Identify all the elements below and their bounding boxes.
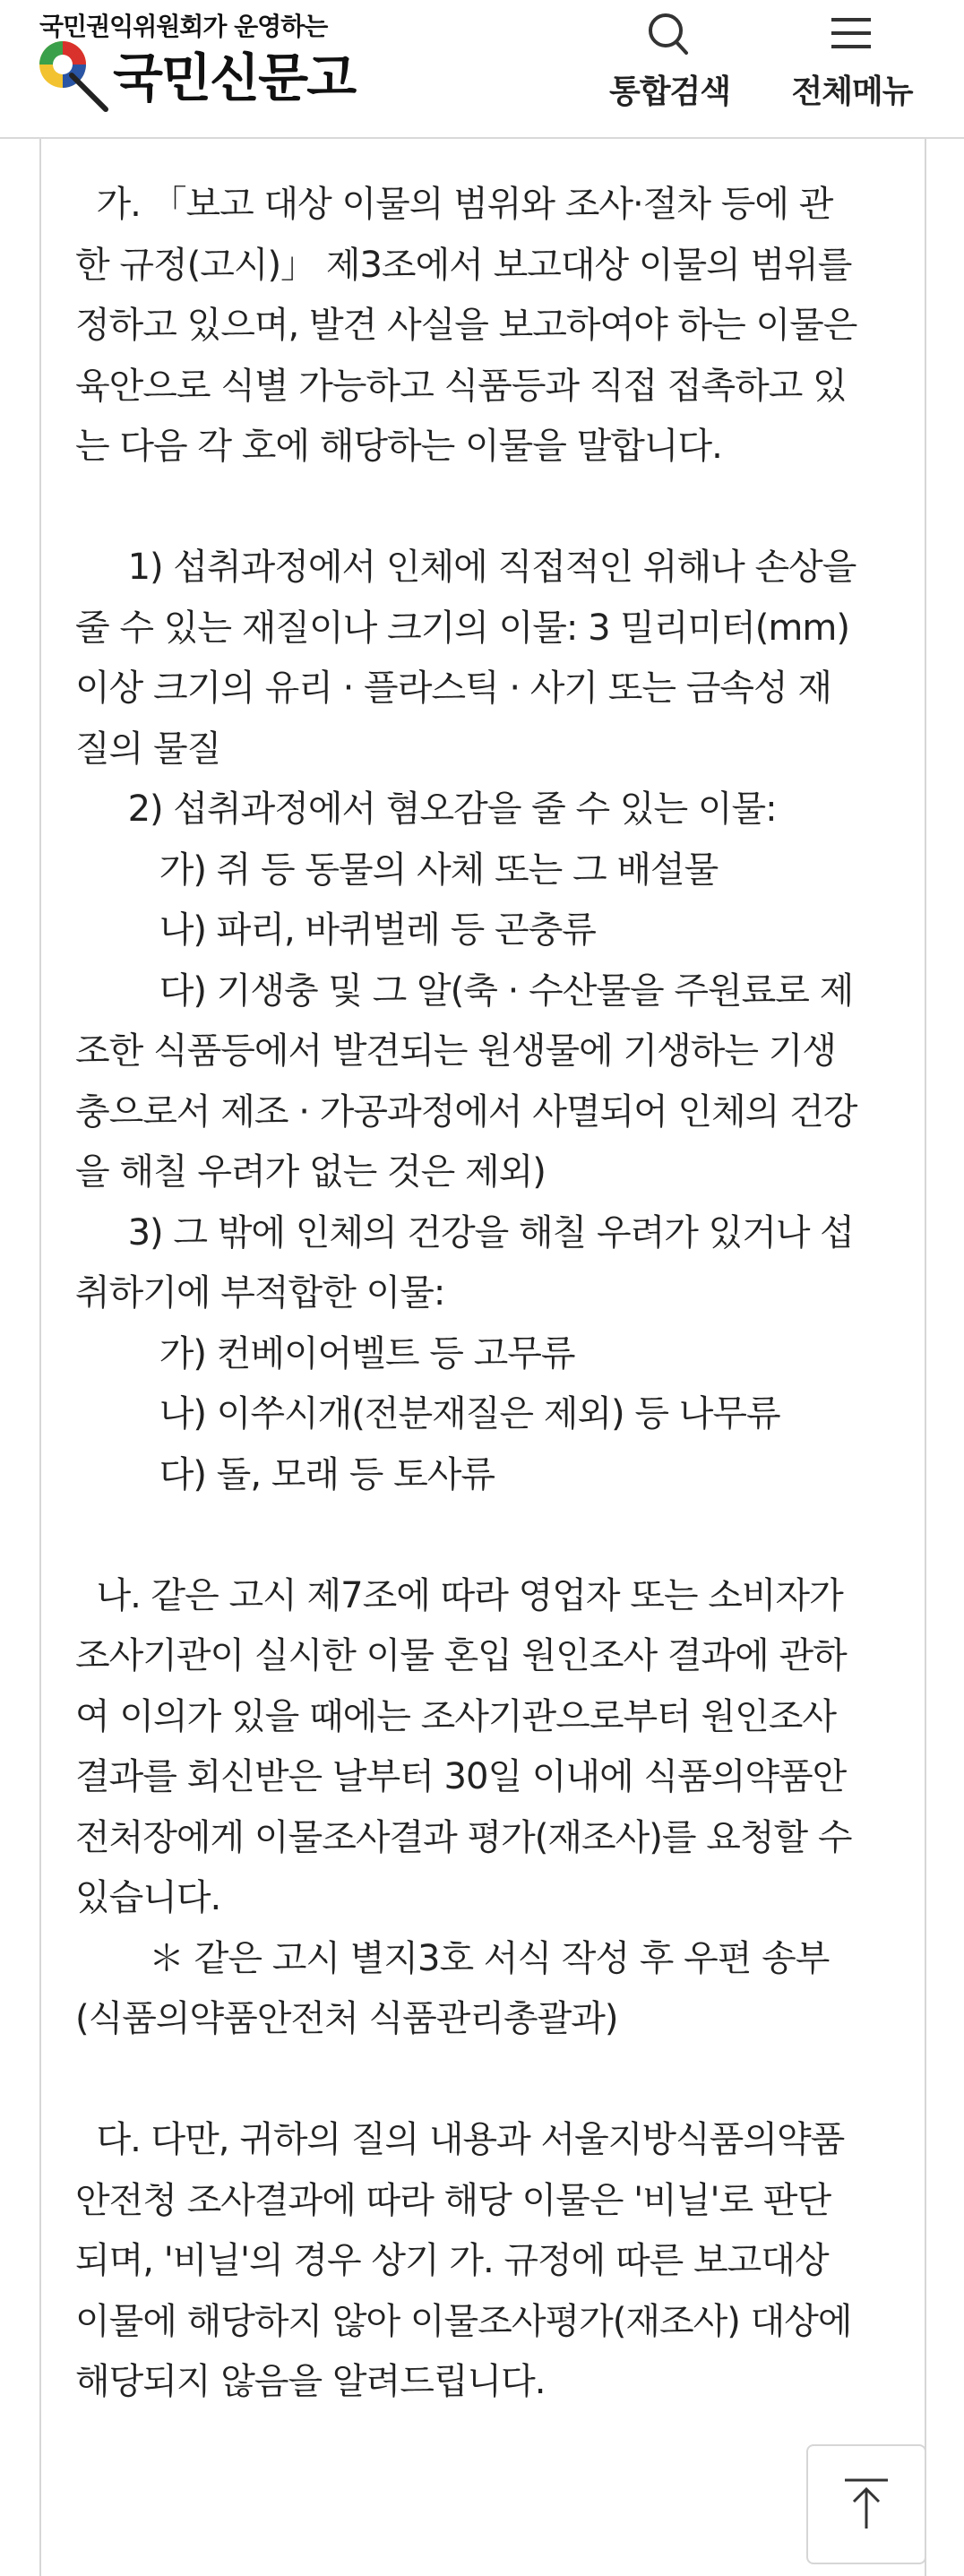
- item-2-ga: 가) 쥐 등 동물의 사체 또는 그 배설물: [75, 849, 719, 891]
- blank-line: [75, 2050, 864, 2111]
- logo-text[interactable]: 국민신문고: [113, 47, 356, 108]
- site-header: [0, 0, 964, 139]
- item-1: 1) 섭취과정에서 인체에 직접적인 위해나 손상을 줄 수 있는 재질이나 크기의 이물: 3 밀리미터(mm) 이상 크기의 유리 · 플라스틱 · 사기 또는 금속성 재질의 물질: [75, 547, 867, 770]
- menu-label: 전체메뉴: [791, 73, 913, 110]
- search-label: 통합검색: [608, 73, 731, 110]
- search-button[interactable]: [591, 0, 748, 134]
- paragraph-da: 다. 다만, 귀하의 질의 내용과 서울지방식품의약품안전청 조사결과에 따라 해당 이물은 '비닐'로 판단되며, '비닐'의 경우 상기 가. 규정에 따른 보고대상 이물에 해당하지 않아 이물조사평가(재조사) 대상에 해당되지 않음을 알려드립니다.: [75, 2119, 863, 2402]
- blank-line: [75, 478, 864, 538]
- item-3-na: 나) 이쑤시개(전분재질은 제외) 등 나무류: [75, 1393, 780, 1434]
- blank-line: [75, 1505, 864, 1566]
- logo-mark-icon[interactable]: [36, 36, 115, 115]
- answer-body: [75, 175, 868, 2413]
- paragraph-na: 나. 같은 고시 제7조에 따라 영업자 또는 소비자가 조사기관이 실시한 이물 혼입 원인조사 결과에 관하여 이의가 있을 때에는 조사기관으로부터 원인조사 결과를 회신받은 날부터 30일 이내에 식품의약품안전처장에게 이물조사결과 평가(재조사)를 요청할 수 있습니다.: [75, 1574, 863, 1918]
- item-2-da: 다) 기생충 및 그 알(축 · 수산물을 주원료로 제조한 식품등에서 발견되는 원생물에 기생하는 기생충으로서 제조 · 가공과정에서 사멸되어 인체의 건강을 해칠 우려가 없는 것은 제외): [75, 969, 857, 1193]
- item-2-na: 나) 파리, 바퀴벌레 등 곤충류: [75, 909, 596, 951]
- search-icon: [641, 9, 695, 59]
- item-3-da: 다) 돌, 모래 등 토사류: [75, 1453, 495, 1495]
- hamburger-menu-icon: [824, 9, 878, 59]
- scroll-to-top-button[interactable]: [806, 2444, 926, 2564]
- item-3: 3) 그 밖에 인체의 건강을 해칠 우려가 있거나 섭취하기에 부적합한 이물:: [75, 1211, 854, 1314]
- item-2: 2) 섭취과정에서 혐오감을 줄 수 있는 이물:: [75, 788, 777, 830]
- menu-button[interactable]: [772, 0, 932, 134]
- paragraph-ga: 가. 「보고 대상 이물의 범위와 조사·절차 등에 관한 규정(고시)」 제3조에서 보고대상 이물의 범위를 정하고 있으며, 발견 사실을 보고하여야 하는 이물은 육안으로 식별 가능하고 식품등과 직접 접촉하고 있는 다음 각 호에 해당하는 이물을 말합니다.: [75, 184, 868, 467]
- arrow-up-icon: [841, 2477, 891, 2532]
- item-3-ga: 가) 컨베이어벨트 등 고무류: [75, 1332, 575, 1374]
- logo-subtitle: 국민권익위원회가 운영하는: [39, 12, 328, 41]
- note-line: ＊ 같은 고시 별지3호 서식 작성 후 우편 송부(식품의약품안전처 식품관리총괄과): [75, 1937, 830, 2039]
